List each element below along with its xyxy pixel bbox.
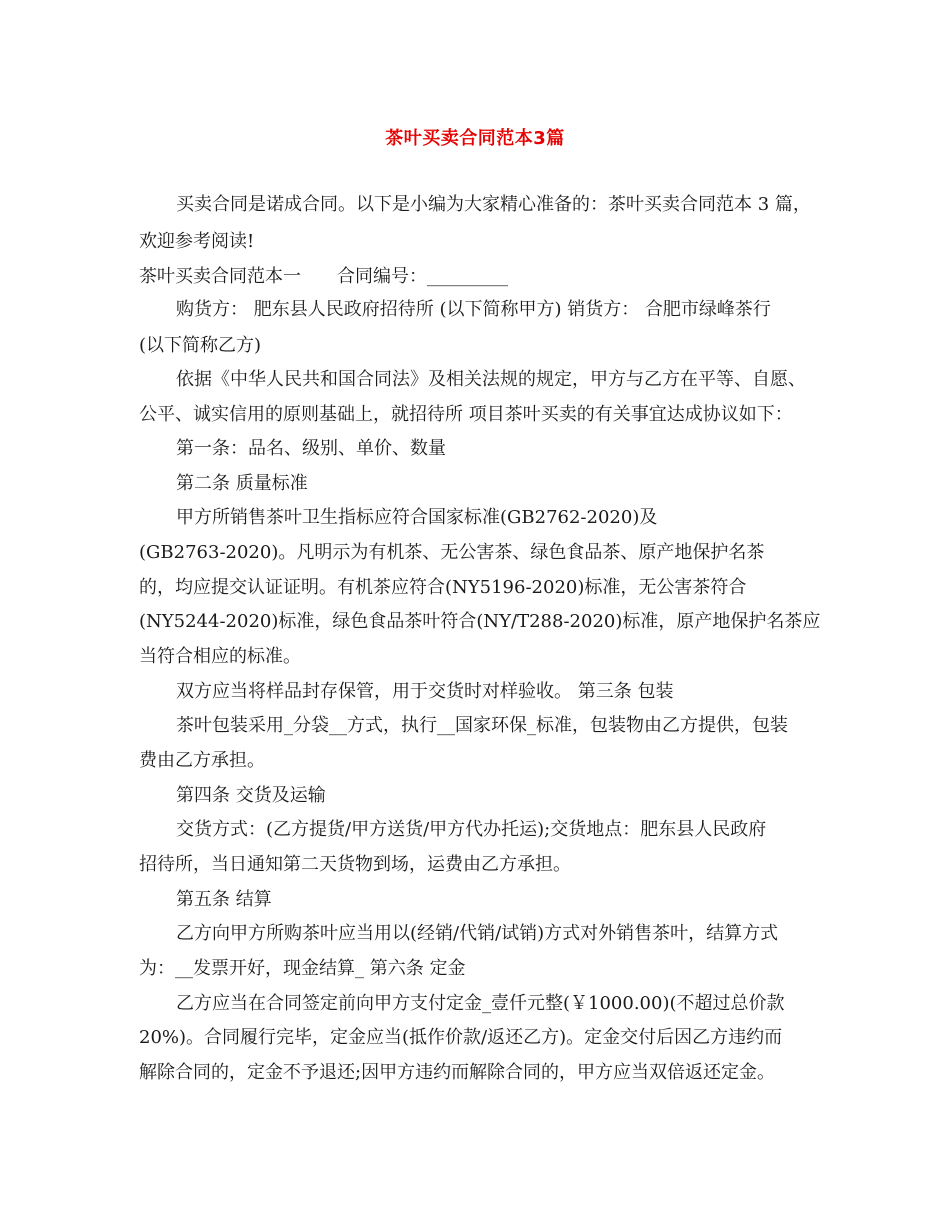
clause-heading: 第四条 交货及运输	[176, 785, 326, 806]
paragraph-line: (以下简称乙方)	[139, 335, 262, 356]
paragraph-line: 乙方向甲方所购茶叶应当用以(经销/代销/试销)方式对外销售茶叶，结算方式	[176, 923, 779, 944]
paragraph-line: 20%)。合同履行完毕，定金应当(抵作价款/返还乙方)。定金交付后因乙方违约而	[139, 1027, 783, 1048]
clause-heading: 第二条 质量标准	[176, 473, 308, 494]
contract-heading-line: 茶叶买卖合同范本一 合同编号：_________	[139, 266, 508, 287]
paragraph-line: 依据《中华人民共和国合同法》及相关法规的规定，甲方与乙方在平等、自愿、	[176, 369, 806, 390]
paragraph-line: 为：__发票开好，现金结算_ 第六条 定金	[139, 958, 466, 979]
paragraph-line: 茶叶包装采用_分袋__方式，执行__国家环保_标准，包装物由乙方提供，包装	[176, 715, 788, 736]
paragraph-line: (NY5244-2020)标准，绿色食品茶叶符合(NY/T288-2020)标准，原产地保护名茶应	[139, 611, 821, 632]
paragraph-line: 招待所，当日通知第二天货物到场，运费由乙方承担。	[139, 854, 571, 875]
paragraph-line: 解除合同的，定金不予退还;因甲方违约而解除合同的，甲方应当双倍返还定金。	[139, 1062, 776, 1083]
paragraph-line: 的，均应提交认证证明。有机茶应符合(NY5196-2020)标准，无公害茶符合	[139, 577, 747, 598]
paragraph-line: 交货方式：(乙方提货/甲方送货/甲方代办托运);交货地点：肥东县人民政府	[176, 819, 767, 840]
paragraph-line: 购货方： 肥东县人民政府招待所 (以下简称甲方) 销货方： 合肥市绿峰茶行	[176, 299, 771, 320]
clause-heading: 第一条：品名、级别、单价、数量	[176, 438, 446, 459]
paragraph-line: 乙方应当在合同签定前向甲方支付定金_壹仟元整(￥1000.00)(不超过总价款	[176, 993, 785, 1014]
paragraph-line: 双方应当将样品封存保管，用于交货时对样验收。 第三条 包装	[176, 681, 674, 702]
paragraph-line: 欢迎参考阅读!	[139, 231, 255, 252]
paragraph-line: 费由乙方承担。	[139, 750, 265, 771]
clause-heading: 第五条 结算	[176, 889, 272, 910]
paragraph-line: (GB2763-2020)。凡明示为有机茶、无公害茶、绿色食品茶、原产地保护名茶	[139, 542, 765, 563]
paragraph-line: 买卖合同是诺成合同。以下是小编为大家精心准备的：茶叶买卖合同范本 3 篇，	[176, 194, 811, 215]
document-title: 茶叶买卖合同范本3篇	[385, 128, 565, 149]
paragraph-line: 当符合相应的标准。	[139, 646, 301, 667]
paragraph-line: 甲方所销售茶叶卫生指标应符合国家标准(GB2762-2020)及	[176, 507, 658, 528]
paragraph-line: 公平、诚实信用的原则基础上，就招待所 项目茶叶买卖的有关事宜达成协议如下：	[139, 404, 793, 425]
